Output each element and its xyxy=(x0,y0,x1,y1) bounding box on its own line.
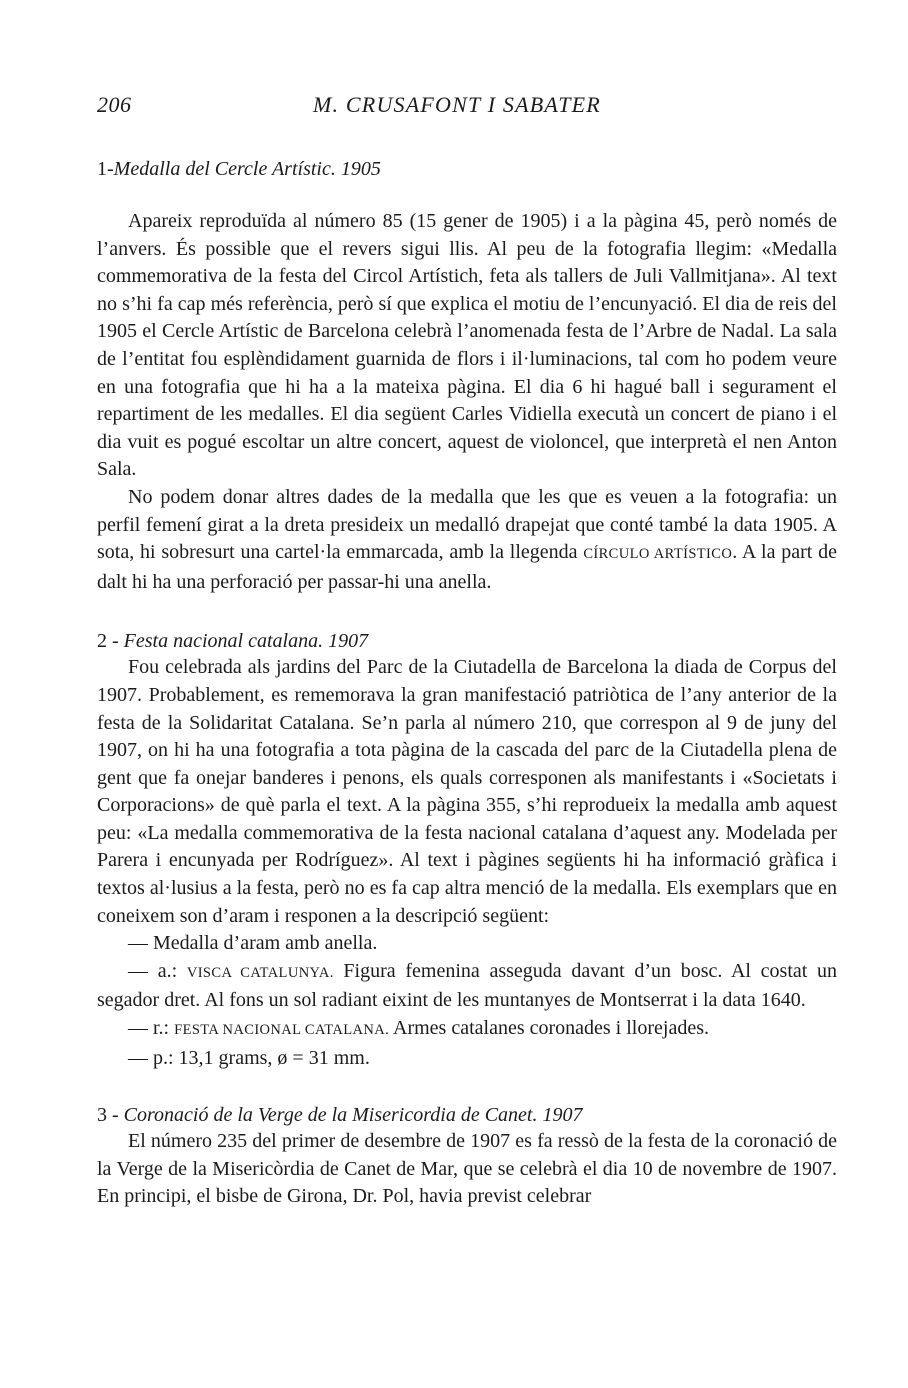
item-prefix: — r.: xyxy=(128,1017,175,1040)
legend-small-caps: VISCA CATALUNYA. xyxy=(186,964,334,981)
legend-small-caps: CÍRCULO ARTÍSTICO xyxy=(583,546,733,563)
heading-prefix: 1- xyxy=(97,158,114,180)
section1-paragraph-1: Apareix reproduïda al número 85 (15 gener de 1905) i a la pàgina 45, però només de l’anvers. És possible que el revers sigui llis. Al peu de la fotografia llegim: «Medalla commemorativa de la festa del Circol Artístich, feta als tallers de Juli Vallmitjana». Al text no s’hi fa cap més referència, però sí que explica el motiu de l’encunyació. El dia de reis del 1905 el Cercle Artístic de Barcelona celebrà l’anomenada festa de l’Arbre de Nadal. La sala de l’entitat fou esplèndidament guarnida de flors i il·luminacions, tal com ho podem veure en una fotografia que hi ha a la mateixa pàgina. El dia 6 hi hagué ball i segurament el repartiment de les medalles. El dia següent Carles Vidiella executà un concert de piano i el dia vuit es pogué escoltar un altre concert, aquest de violoncel, que interpretà el nen Anton Sala. xyxy=(97,210,837,481)
list-item xyxy=(97,1015,837,1045)
running-head-author: M. CRUSAFONT I SABATER xyxy=(313,92,601,117)
running-head xyxy=(97,92,837,126)
heading-title: Medalla del Cercle Artístic. xyxy=(113,158,336,180)
section-heading-1 xyxy=(97,156,837,182)
heading-year: 1905 xyxy=(340,158,381,180)
item-prefix: — a.: xyxy=(128,959,187,982)
section-heading-3 xyxy=(97,1102,837,1128)
section3-paragraph-1: El número 235 del primer de desembre de 1907 es fa ressò de la festa de la coronació de la Verge de la Misericòrdia de Canet de Mar, que se celebrà el dia 10 de novembre de 1907. En principi, el bisbe de Girona, Dr. Pol, havia previst celebrar xyxy=(97,1130,837,1208)
section2-paragraph-1: Fou celebrada als jardins del Parc de la Ciutadella de Barcelona la diada de Corpus del 1907. Probablement, es rememorava la gran manifestació patriòtica de l’any anterior de la festa de la Solidaritat Catalana. Se’n parla al número 210, que correspon al 9 de juny del 1907, on hi ha una fotografia a tota pàgina de la cascada del parc de la Ciutadella plena de gent que fa onejar banderes i penons, els quals corresponen als manifestants i «Societats i Corporacions» de què parla el text. A la pàgina 355, s’hi reprodueix la medalla amb aquest peu: «La medalla commemorativa de la festa nacional catalana d’aquest any. Modelada per Parera i encunyada per Rodríguez». Al text i pàgines següents hi ha informació gràfica i textos al·lusius a la festa, però no es fa cap altra menció de la medalla. Els exemplars que en coneixem son d’aram i responen a la descripció següent: xyxy=(97,656,837,927)
section-heading-2 xyxy=(97,628,837,654)
list-item: — Medalla d’aram amb anella. xyxy=(128,932,378,955)
heading-title: Coronació de la Verge de la Misericordia de Canet. xyxy=(123,1104,538,1127)
heading-prefix: 2 - xyxy=(97,630,124,653)
item-text: Armes catalanes coronades i llorejades. xyxy=(389,1017,709,1040)
list-item: — p.: 13,1 grams, ø = 31 mm. xyxy=(128,1046,370,1069)
list-item xyxy=(97,958,837,1015)
page xyxy=(97,92,837,1211)
legend-small-caps: FESTA NACIONAL CATALANA. xyxy=(174,1022,390,1039)
paragraph-text: . A la part de dalt hi ha una perforació per passar-hi una anella. xyxy=(97,541,837,593)
heading-prefix: 3 - xyxy=(97,1104,124,1127)
item-text: Figura femenina asseguda davant d’un bosc. Al costat un segador dret. Al fons un sol radiant eixint de les muntanyes de Montserrat i la data 1640. xyxy=(97,959,837,1012)
heading-year: 1907 xyxy=(328,630,369,653)
page-number: 206 xyxy=(97,92,132,117)
heading-title: Festa nacional catalana. xyxy=(123,630,324,653)
heading-year: 1907 xyxy=(542,1104,583,1127)
section1-paragraph-2 xyxy=(97,484,837,596)
paragraph-text: No podem donar altres dades de la medalla que les que es veuen a la fotografia: un perfil femení girat a la dreta presideix un medalló drapejat que conté també la data 1905. A sota, hi sobresurt una cartel·la emmarcada, amb la llegenda xyxy=(97,485,837,564)
